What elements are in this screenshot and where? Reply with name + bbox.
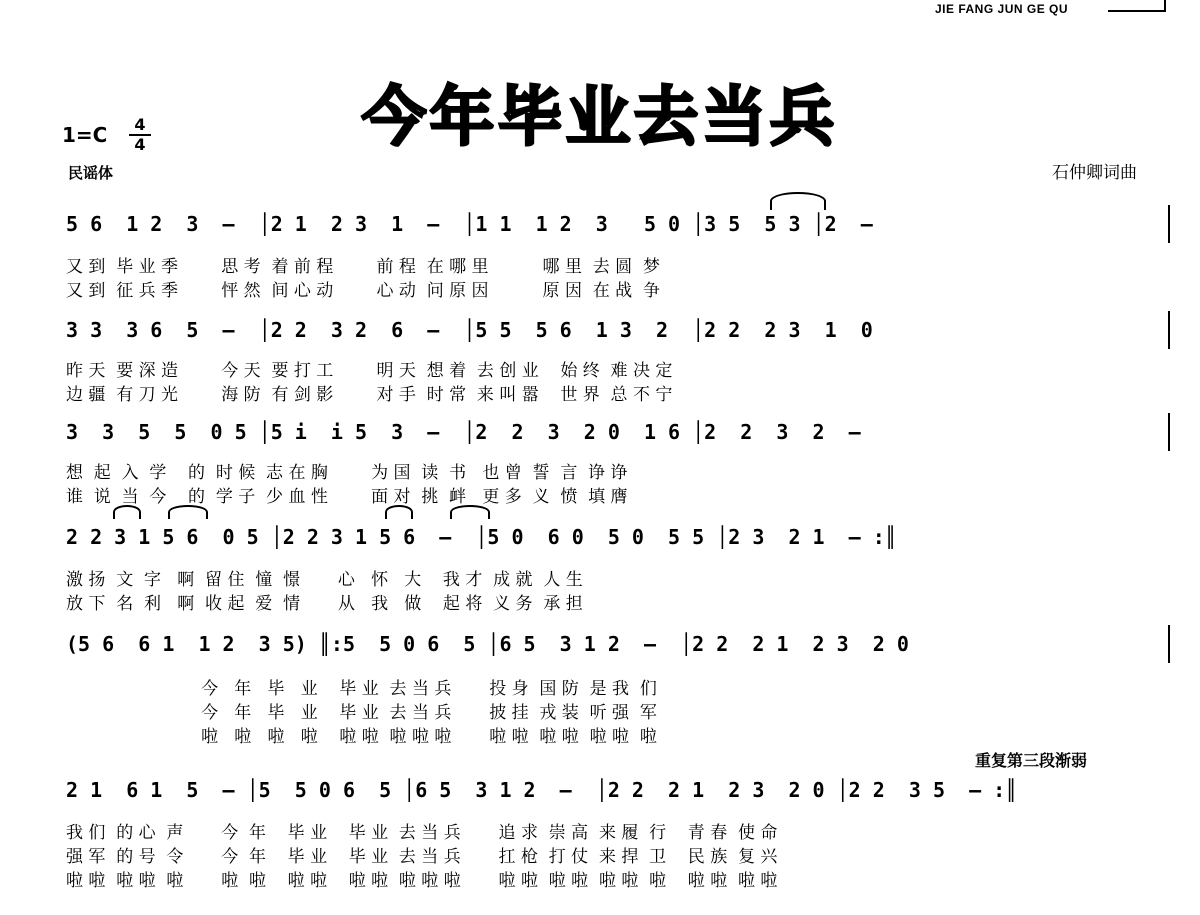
- slur-1: [770, 192, 826, 210]
- slur-4c: [385, 505, 413, 519]
- lyrics-line-2a: 昨 天 要 深 造 今 天 要 打 工 明 天 想 着 去 创 业 始 终 难 决 定: [66, 361, 673, 381]
- lyrics-line-3a: 想 起 入 学 的 时 候 志 在 胸 为 国 读 书 也 曾 誓 言 诤 诤: [66, 463, 628, 483]
- lyrics-line-4a: 激 扬 文 字 啊 留 住 憧 憬 心 怀 大 我 才 成 就 人 生: [66, 570, 583, 590]
- lyrics-line-4b: 放 下 名 利 啊 收 起 爱 情 从 我 做 起 将 义 务 承 担: [66, 594, 583, 614]
- slur-4a: [113, 505, 141, 519]
- notation-line-6: 2 1 6 1 5 – │5 5 0 6 5 │6 5 3 1 2 – │2 2 2 1 2 3 2 0 │2 2 3 5 – :║: [66, 778, 1018, 802]
- barline-end-5: [1168, 625, 1170, 663]
- barline-end-2: [1168, 311, 1170, 349]
- series-tag: JIE FANG JUN GE QU: [935, 2, 1069, 16]
- notation-line-1: 5 6 1 2 3 – │2 1 2 3 1 – │1 1 1 2 3 5 0 │3 5 5 3 │2 –: [66, 212, 873, 236]
- lyrics-line-5b: 今 年 毕 业 毕 业 去 当 兵 披 挂 戎 装 听 强 军: [66, 703, 657, 723]
- series-tag-rule: [1108, 10, 1166, 12]
- slur-4d: [450, 505, 490, 519]
- song-title: 今年毕业去当兵: [362, 81, 838, 155]
- lyrics-line-3b: 谁 说 当 今 的 学 子 少 血 性 面 对 挑 衅 更 多 义 愤 填 膺: [66, 487, 628, 507]
- meter-bottom: 4: [134, 135, 146, 154]
- time-signature: [129, 117, 151, 153]
- barline-end-1: [1168, 205, 1170, 243]
- barline-end-3: [1168, 413, 1170, 451]
- slur-4b: [168, 505, 208, 519]
- lyrics-line-6c: 啦 啦 啦 啦 啦 啦 啦 啦 啦 啦 啦 啦 啦 啦 啦 啦 啦 啦 啦 啦 啦 啦 啦 啦 啦: [66, 871, 778, 891]
- style-label: 民谣体: [68, 164, 114, 182]
- notation-line-2: 3 3 3 6 5 – │2 2 3 2 6 – │5 5 5 6 1 3 2 │2 2 2 3 1 0: [66, 318, 873, 342]
- key-signature: 1=C: [62, 123, 108, 147]
- author-credit: 石仲卿词曲: [1052, 163, 1137, 183]
- notation-line-5: (5 6 6 1 1 2 3 5) ║:5 5 0 6 5 │6 5 3 1 2 – │2 2 2 1 2 3 2 0: [66, 632, 909, 656]
- lyrics-line-5c: 啦 啦 啦 啦 啦 啦 啦 啦 啦 啦 啦 啦 啦 啦 啦 啦: [66, 727, 657, 747]
- lyrics-line-6a: 我 们 的 心 声 今 年 毕 业 毕 业 去 当 兵 追 求 崇 高 来 履 行 青 春 使 命: [66, 823, 778, 843]
- meter-top: 4: [134, 115, 146, 134]
- lyrics-line-5a: 今 年 毕 业 毕 业 去 当 兵 投 身 国 防 是 我 们: [66, 679, 657, 699]
- notation-line-4: 2 2 3 1 5 6 0 5 │2 2 3 1 5 6 – │5 0 6 0 5 0 5 5 │2 3 2 1 – :║: [66, 525, 897, 549]
- lyrics-line-1b: 又 到 征 兵 季 怦 然 间 心 动 心 动 问 原 因 原 因 在 战 争: [66, 281, 660, 301]
- lyrics-line-1a: 又 到 毕 业 季 思 考 着 前 程 前 程 在 哪 里 哪 里 去 圆 梦: [66, 257, 660, 277]
- series-tag-tick: [1164, 0, 1166, 12]
- repeat-instruction: 重复第三段渐弱: [975, 751, 1088, 770]
- lyrics-line-2b: 边 疆 有 刀 光 海 防 有 剑 影 对 手 时 常 来 叫 嚣 世 界 总 不 宁: [66, 385, 673, 405]
- notation-line-3: 3 3 5 5 0 5 │5 i i 5 3 – │2 2 3 2 0 1 6 │2 2 3 2 –: [66, 420, 861, 444]
- lyrics-line-6b: 强 军 的 号 令 今 年 毕 业 毕 业 去 当 兵 扛 枪 打 仗 来 捍 卫 民 族 复 兴: [66, 847, 778, 867]
